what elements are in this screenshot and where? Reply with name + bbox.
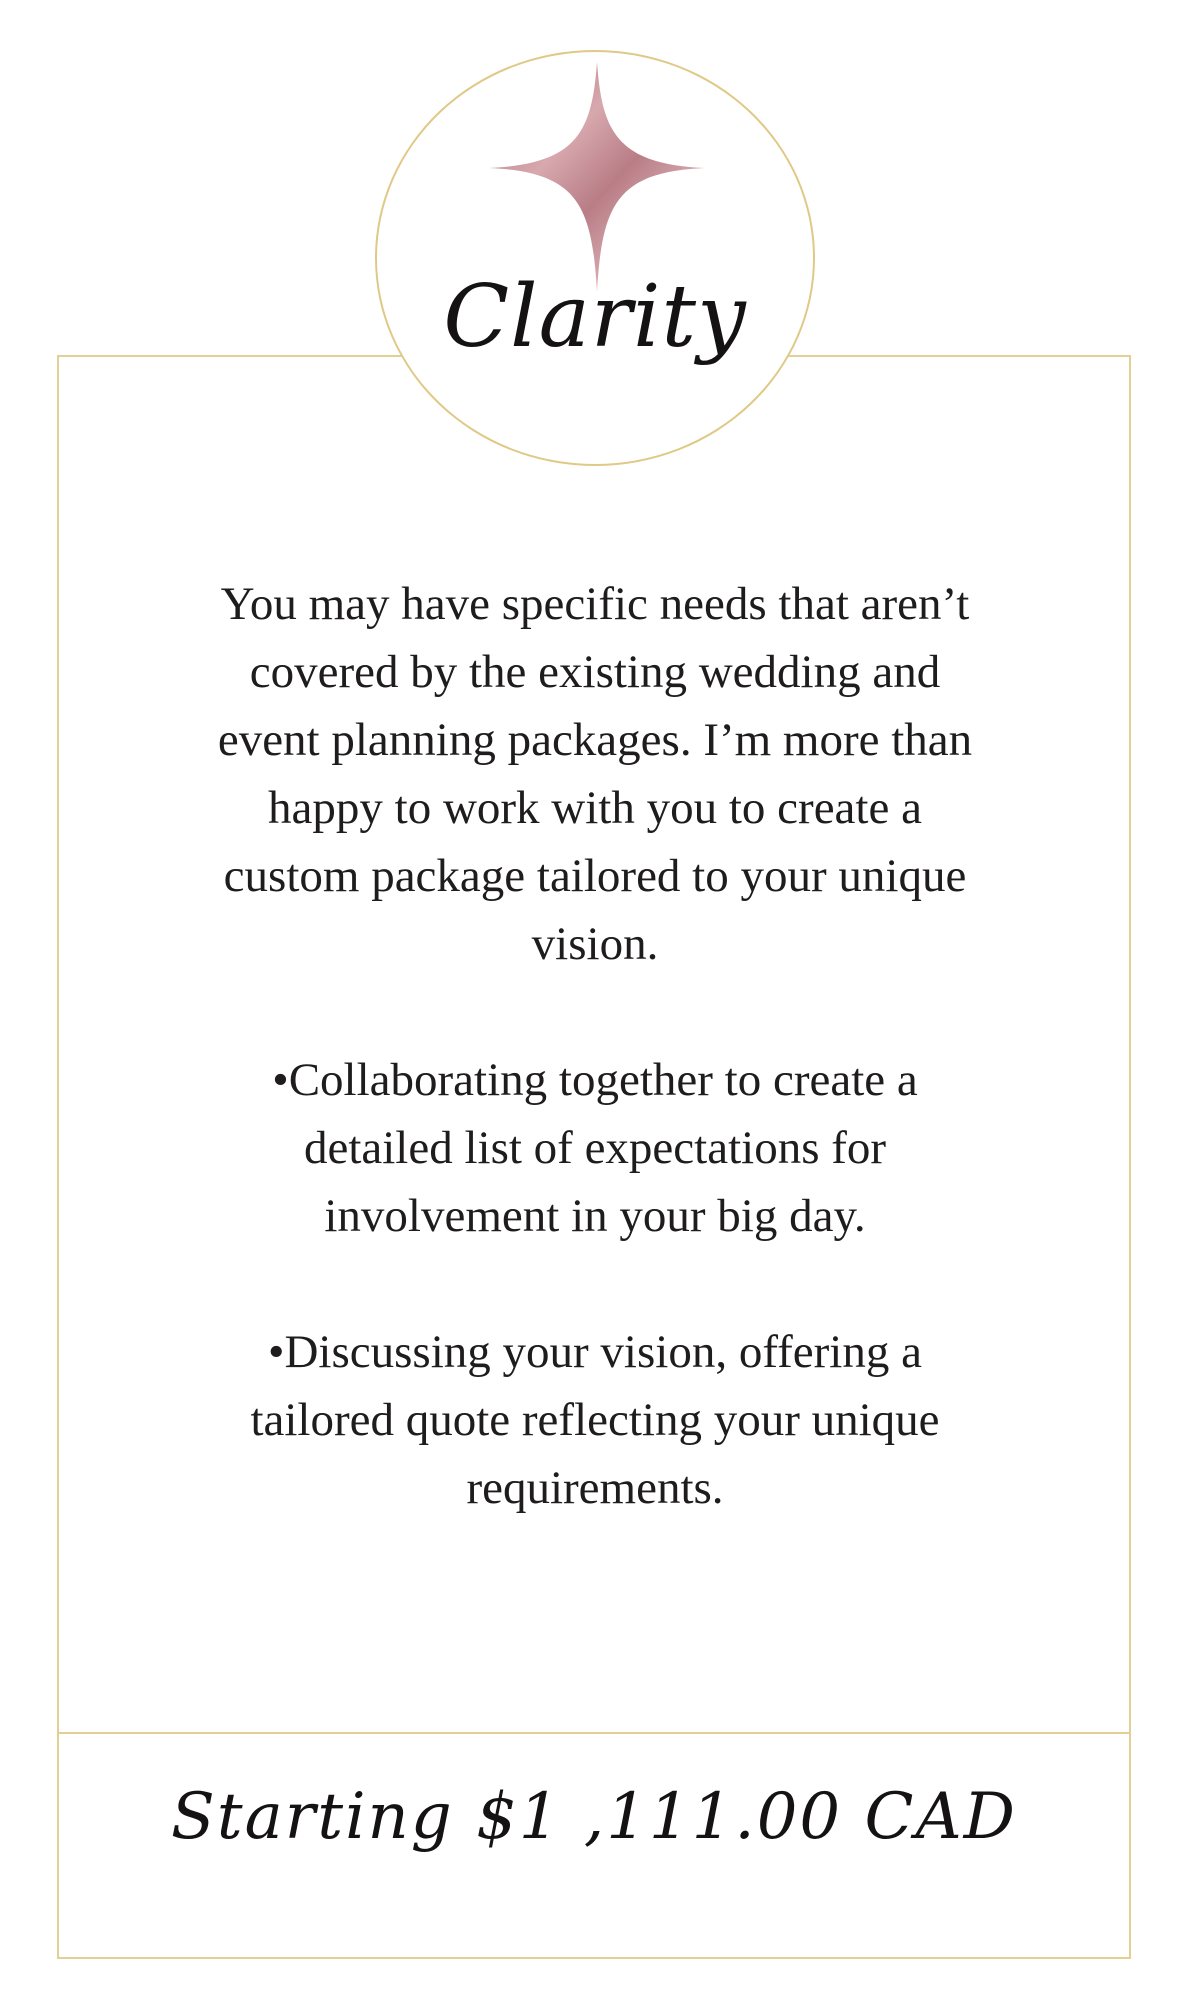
package-title: Clarity	[443, 267, 747, 367]
package-badge	[375, 50, 815, 466]
sparkle-star-icon	[489, 62, 705, 292]
bullet-collaborating: •Collaborating together to create a detailed list of expectations for involvement in your big day.	[272, 1054, 918, 1242]
price-divider	[57, 1732, 1131, 1734]
intro-paragraph: You may have specific needs that aren’t covered by the existing wedding and event planning packages. I’m more than happy to work with you to create a custom package tailored to your unique vision.	[217, 578, 973, 970]
package-description	[200, 570, 990, 1590]
starting-price: Starting $1 ,111.00 CAD	[171, 1780, 1017, 1854]
bullet-discussing: •Discussing your vision, offering a tailored quote reflecting your unique requirements.	[250, 1326, 940, 1514]
